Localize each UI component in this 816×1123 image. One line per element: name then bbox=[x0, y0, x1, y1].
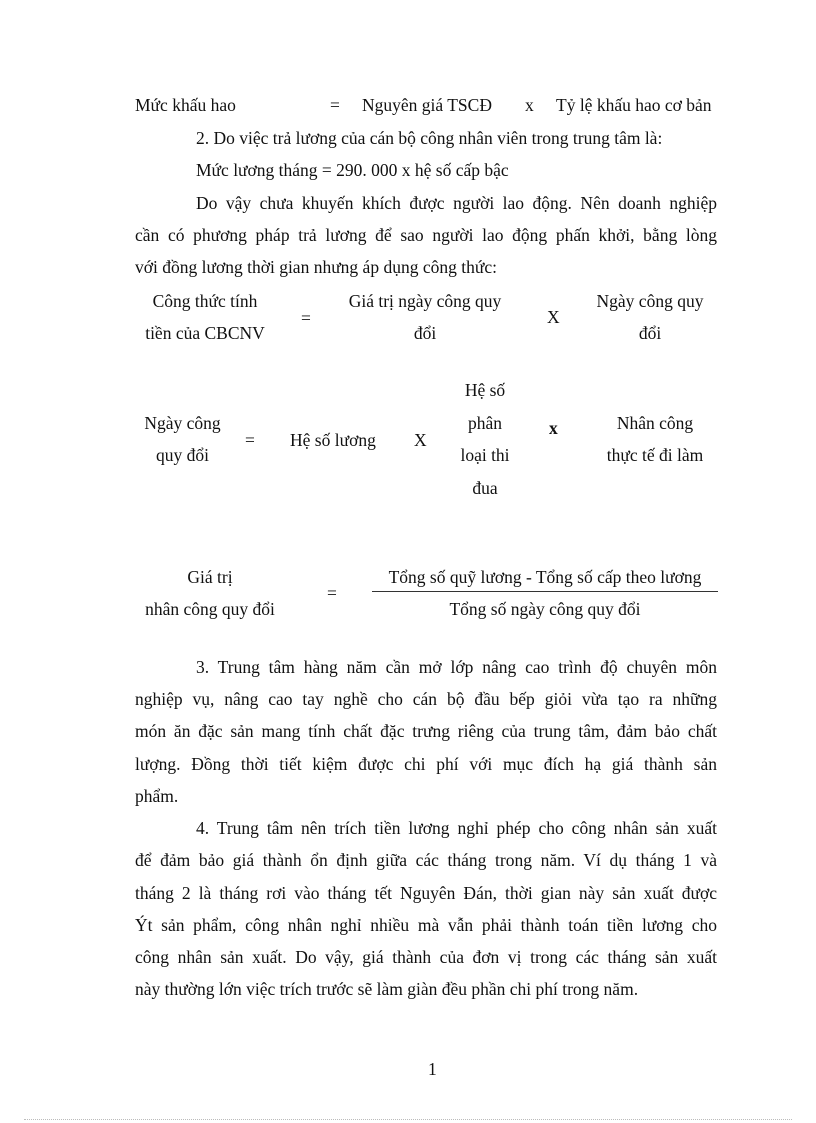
multiply-sign: X bbox=[547, 307, 560, 327]
depreciation-rate-term: Tỷ lệ khấu hao cơ bản bbox=[556, 95, 712, 115]
paragraph-line: 4. Trung tâm nên trích tiền lương nghỉ phép cho công nhân sản xuất bbox=[196, 818, 717, 838]
depreciation-label: Mức khấu hao bbox=[135, 95, 236, 115]
ngaycong-lhs-line2: quy đổi bbox=[156, 445, 209, 465]
item2-intro: 2. Do việc trả lương của cán bộ công nhân viên trong trung tâm là: bbox=[196, 128, 663, 148]
paragraph-line: Do vậy chưa khuyến khích được người lao động. Nên doanh nghiệp bbox=[196, 193, 717, 213]
multiply-sign: X bbox=[414, 430, 427, 450]
paragraph-line: để đảm bảo giá thành ổn định giữa các tháng trong năm. Ví dụ tháng 1 và bbox=[135, 850, 717, 870]
equals-sign: = bbox=[330, 95, 340, 115]
page-bottom-border bbox=[24, 1119, 792, 1120]
emulation-coef-line3: loại thi bbox=[460, 445, 510, 465]
paragraph-line: món ăn đặc sản mang tính chất đặc trưng riêng của trung tâm, đảm bảo chất bbox=[135, 721, 717, 741]
paragraph-line: này thường lớn việc trích trước sẽ làm giàn đều phần chi phí trong năm. bbox=[135, 979, 639, 999]
cbcnv-term-a-line2: đổi bbox=[413, 323, 437, 343]
paragraph-line: tháng 2 là tháng rơi vào tháng tết Nguyên Đán, thời gian này sản xuất được bbox=[135, 883, 717, 903]
value-lhs-line1: Giá trị bbox=[187, 567, 233, 587]
cbcnv-term-a-line1: Giá trị ngày công quy bbox=[348, 291, 502, 311]
paragraph-line: lượng. Đồng thời tiết kiệm được chi phí với mục đích hạ giá thành sản bbox=[135, 754, 717, 774]
paragraph-line: phẩm. bbox=[135, 786, 179, 806]
multiply-sign: x bbox=[525, 95, 534, 115]
cbcnv-term-b-line1: Ngày công quy bbox=[596, 291, 704, 311]
cbcnv-lhs-line2: tiền của CBCNV bbox=[145, 323, 265, 343]
paragraph-line: Ýt sản phẩm, công nhân nghỉ nhiều mà vẫn phải thành toán tiền lương cho bbox=[135, 915, 717, 935]
emulation-coef-line2: phân bbox=[467, 413, 503, 433]
actual-workers-line1: Nhân công bbox=[616, 413, 694, 433]
paragraph-line: nghiệp vụ, nâng cao tay nghề cho cán bộ đầu bếp giỏi vừa tạo ra những bbox=[135, 689, 717, 709]
paragraph-line: cần có phương pháp trả lương để sao người lao động phấn khởi, bằng lòng bbox=[135, 225, 717, 245]
equals-sign: = bbox=[301, 308, 311, 328]
equals-sign: = bbox=[327, 583, 337, 603]
salary-coefficient-term: Hệ số lương bbox=[290, 430, 376, 450]
fraction-bar bbox=[372, 591, 718, 592]
multiply-sign: x bbox=[549, 418, 558, 438]
paragraph-line: 3. Trung tâm hàng năm cần mở lớp nâng cao trình độ chuyên môn bbox=[196, 657, 717, 677]
emulation-coef-line4: đua bbox=[472, 478, 498, 498]
value-lhs-line2: nhân công quy đổi bbox=[145, 599, 275, 619]
actual-workers-line2: thực tế đi làm bbox=[606, 445, 704, 465]
fraction-denominator: Tổng số ngày công quy đổi bbox=[449, 599, 641, 619]
fraction-numerator: Tổng số quỹ lương - Tổng số cấp theo lương bbox=[388, 567, 702, 587]
paragraph-line: với đồng lương thời gian nhưng áp dụng công thức: bbox=[135, 257, 497, 277]
original-cost-term: Nguyên giá TSCĐ bbox=[362, 95, 492, 115]
cbcnv-term-b-line2: đổi bbox=[638, 323, 662, 343]
paragraph-line: công nhân sản xuất. Do vậy, giá thành của đơn vị trong các tháng sản xuất bbox=[135, 947, 717, 967]
salary-formula: Mức lương tháng = 290. 000 x hệ số cấp bậc bbox=[196, 160, 509, 180]
ngaycong-lhs-line1: Ngày công bbox=[144, 413, 221, 433]
page-number: 1 bbox=[428, 1059, 437, 1079]
emulation-coef-line1: Hệ số bbox=[464, 380, 506, 400]
cbcnv-lhs-line1: Công thức tính bbox=[152, 291, 258, 311]
equals-sign: = bbox=[245, 430, 255, 450]
